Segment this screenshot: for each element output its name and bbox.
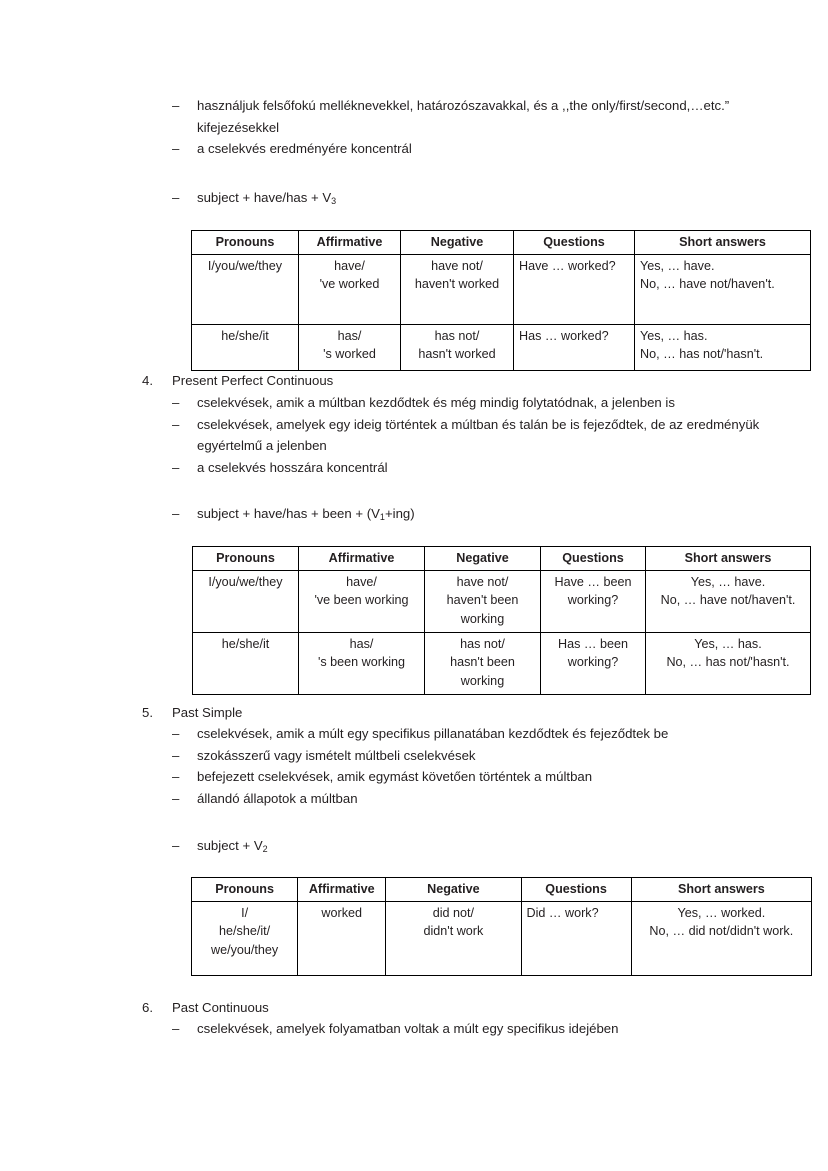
bullet-text: állandó állapotok a múltban [197,790,358,806]
column-header-negative: Negative [425,547,541,571]
section-title: Present Perfect Continuous [172,373,334,388]
cell-pronouns: he/she/it [192,324,299,370]
section-title: Past Continuous [172,1000,269,1015]
cell-questions: Has … been working? [541,632,646,694]
table-present-perfect [191,230,811,371]
table-row [192,254,811,324]
table-row [192,901,812,975]
column-header-affirmative: Affirmative [299,231,401,255]
dash-icon: – [172,141,180,156]
section-4-bullets [172,392,822,478]
bullet-item [172,95,812,138]
section-title: Past Simple [172,705,243,720]
table-row [193,632,811,694]
cell-questions: Have … worked? [514,254,635,324]
formula-subscript: 1 [379,511,385,522]
bullet-item [172,766,822,788]
dash-icon: – [172,1021,180,1036]
formula-text [197,187,828,212]
formula-prefix: subject + V [197,838,263,853]
cell-pronouns: I/ he/she/it/ we/you/they [192,901,298,975]
bullet-text: cselekvések, amelyek egy ideig történtek a múltban és talán be is fejeződtek, de az eredményük egyértelmű a jelenben [197,416,760,453]
column-header-questions: Questions [541,547,646,571]
cell-questions: Has … worked? [514,324,635,370]
bullet-item [172,788,822,810]
bullet-text: szokásszerű vagy ismételt múltbeli cselekvések [197,747,476,763]
cell-affirmative: worked [298,901,386,975]
bullet-text: cselekvések, amik a múltban kezdődtek és még mindig folytatódnak, a jelenben is [197,395,675,410]
cell-short-answers: Yes, … worked. No, … did not/didn't work. [631,901,811,975]
cell-pronouns: I/you/we/they [192,254,299,324]
column-header-affirmative: Affirmative [298,878,386,902]
dash-icon: – [172,726,180,741]
formula-subscript: 2 [262,843,268,854]
formula-line-present-perfect-continuous [172,503,828,528]
table-header-row [192,878,812,902]
cell-negative: have not/ haven't been working [425,570,541,632]
cell-questions: Did … work? [521,901,631,975]
bullet-text: befejezett cselekvések, amik egymást követően történtek a múltban [197,769,593,784]
column-header-questions: Questions [521,878,631,902]
cell-negative: have not/ haven't worked [401,254,514,324]
cell-pronouns: I/you/we/they [193,570,299,632]
table-header-row [192,231,811,255]
cell-short-answers: Yes, … has. No, … has not/'hasn't. [635,324,811,370]
section-heading-6 [142,998,269,1018]
column-header-short-answers: Short answers [631,878,811,902]
column-header-pronouns: Pronouns [192,878,298,902]
dash-icon: – [172,416,180,432]
column-header-short-answers: Short answers [646,547,811,571]
section-heading-5 [142,703,242,723]
table-row [193,570,811,632]
formula-line-past-simple [172,835,828,860]
bullet-item [172,745,822,767]
column-header-negative: Negative [401,231,514,255]
dash-icon: – [172,769,180,784]
dash-icon: – [172,190,180,205]
column-header-short-answers: Short answers [635,231,811,255]
cell-short-answers: Yes, … have. No, … have not/haven't. [646,570,811,632]
cell-affirmative: has/ 's worked [299,324,401,370]
section-heading-4 [142,371,333,391]
table-header-row [193,547,811,571]
cell-affirmative: have/ 've worked [299,254,401,324]
column-header-affirmative: Affirmative [299,547,425,571]
column-header-pronouns: Pronouns [192,231,299,255]
bullet-item [172,457,822,479]
dash-icon: – [172,838,180,853]
bullet-text: a cselekvés eredményére koncentrál [197,141,412,156]
dash-icon: – [172,790,180,806]
cell-short-answers: Yes, … have. No, … have not/haven't. [635,254,811,324]
section-number: 5. [142,705,153,720]
dash-icon: – [172,506,180,521]
formula-prefix: subject + have/has + V [197,190,332,205]
bullet-text: cselekvések, amelyek folyamatban voltak a múlt egy specifikus idejében [197,1021,619,1036]
dash-icon: – [172,459,180,475]
formula-line-present-perfect [172,187,828,212]
section-5-bullets [172,723,822,809]
cell-affirmative: have/ 've been working [299,570,425,632]
column-header-negative: Negative [386,878,521,902]
formula-suffix: +ing) [384,506,415,521]
table-present-perfect-continuous [192,546,811,695]
cell-short-answers: Yes, … has. No, … has not/'hasn't. [646,632,811,694]
dash-icon: – [172,395,180,410]
formula-subscript: 3 [331,195,337,206]
bullet-item [172,138,812,160]
column-header-pronouns: Pronouns [193,547,299,571]
formula-text [197,835,828,860]
formula-prefix: subject + have/has + been + (V [197,506,380,521]
formula-text [197,503,828,528]
cell-negative: has not/ hasn't worked [401,324,514,370]
bullet-text: cselekvések, amik a múlt egy specifikus pillanatában kezdődtek és fejeződtek be [197,726,669,741]
cell-negative: did not/ didn't work [386,901,521,975]
section-number: 6. [142,1000,153,1015]
section-number: 4. [142,373,153,388]
dash-icon: – [172,747,180,763]
bullet-item [172,723,822,745]
bullet-text: a cselekvés hosszára koncentrál [197,459,388,475]
cell-pronouns: he/she/it [193,632,299,694]
cell-affirmative: has/ 's been working [299,632,425,694]
column-header-questions: Questions [514,231,635,255]
cell-negative: has not/ hasn't been working [425,632,541,694]
bullet-text: használjuk felsőfokú melléknevekkel, határozószavakkal, és a ,,the only/first/second,…etc.” kifejezésekkel [197,98,730,135]
bullet-item [172,392,822,414]
table-past-simple [191,877,812,976]
bullet-item [172,414,822,457]
table-row [192,324,811,370]
section-6-bullets [172,1018,822,1040]
dash-icon: – [172,98,180,113]
bullet-item [172,1018,822,1040]
top-bullet-group [172,95,812,160]
cell-questions: Have … been working? [541,570,646,632]
